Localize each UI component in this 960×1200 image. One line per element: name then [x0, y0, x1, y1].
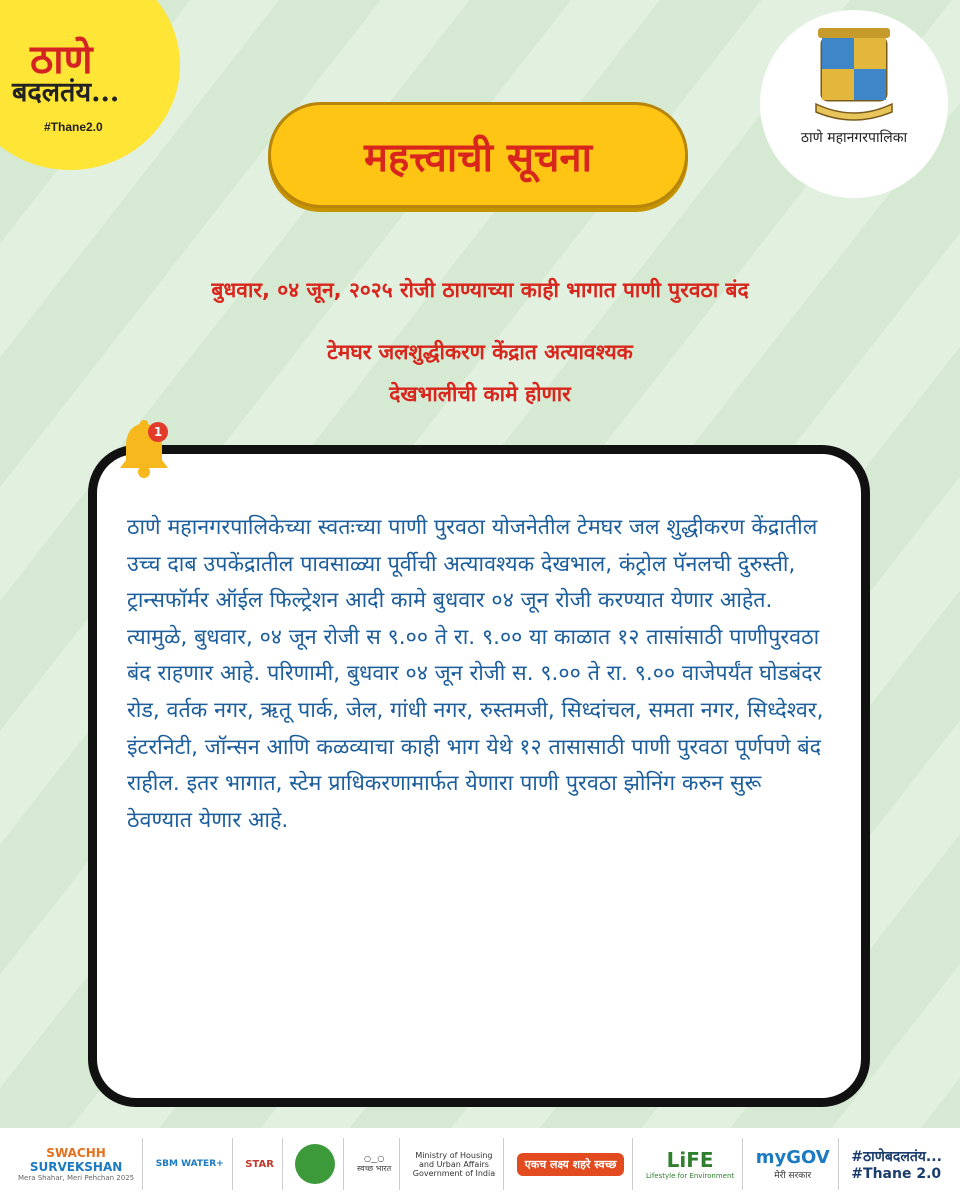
glasses-icon: ○‿○: [363, 1154, 385, 1163]
ekach-label: एकच लक्ष्य शहरे स्वच्छ: [517, 1153, 625, 1176]
star-logo: [237, 1138, 283, 1190]
moh-line3: Government of India: [412, 1168, 496, 1178]
logo-left-line1: ठाणे: [30, 36, 93, 83]
sbm-water-logo: [148, 1138, 233, 1190]
notification-badge: 1: [153, 425, 163, 439]
sbm-label: SBM WATER+: [155, 1159, 224, 1169]
ministry-logo: [405, 1138, 504, 1190]
footer-logos: [0, 1128, 960, 1200]
moh-line2: and Urban Affairs: [419, 1159, 489, 1169]
mygov-logo: [748, 1138, 839, 1190]
tmc-caption: ठाणे महानगरपालिका: [800, 130, 908, 146]
tmc-emblem-icon: [812, 24, 896, 124]
swachh-sub: Mera Shahar, Meri Pehchan 2025: [18, 1174, 135, 1182]
page-title: महत्त्वाची सूचना: [364, 134, 592, 181]
bharat-label: स्वच्छ भारत: [357, 1164, 392, 1173]
bell-icon: [112, 418, 176, 482]
logo-left-hashtag: #Thane2.0: [44, 120, 103, 134]
tmc-logo: [760, 10, 948, 198]
mygov-sub: मेरी सरकार: [774, 1171, 812, 1181]
moh-line1: Ministry of Housing: [415, 1150, 493, 1160]
swachh-survekshan-logo: [10, 1138, 143, 1190]
notice-card: [88, 445, 870, 1107]
circle-logo: [287, 1138, 344, 1190]
swachh-line1: SWACHH: [46, 1146, 106, 1160]
life-title: LiFE: [666, 1148, 714, 1172]
life-sub: Lifestyle for Environment: [645, 1172, 735, 1180]
mygov-title: myGOV: [755, 1147, 830, 1168]
star-label: STAR: [245, 1158, 274, 1170]
hashtag-line2: #Thane 2.0: [851, 1165, 942, 1182]
green-emblem-icon: [295, 1144, 335, 1184]
swachh-line2: SURVEKSHAN: [29, 1160, 123, 1174]
headline-line2: टेमघर जलशुद्धीकरण केंद्रात अत्यावश्यक: [327, 340, 633, 364]
ekach-lakshya-logo: [509, 1138, 634, 1190]
life-logo: [638, 1138, 743, 1190]
logo-left-line2: बदलतंय...: [12, 77, 120, 108]
headline-line1: बुधवार, ०४ जून, २०२५ रोजी ठाण्याच्या काही भागात पाणी पुरवठा बंद: [211, 278, 749, 302]
hashtag-line1: #ठाणेबदलतंय...: [851, 1148, 942, 1165]
swachh-bharat-logo: [349, 1138, 400, 1190]
notice-body-text: ठाणे महानगरपालिकेच्या स्वतःच्या पाणी पुरवठा योजनेतील टेमघर जल शुद्धीकरण केंद्रातील उच्च दाब उपकेंद्रातील पावसाळ्या पूर्वीची अत्यावश्यक देखभाल, कंट्रोल पॅनलची दुरुस्ती, ट्रान्सफॉर्मर ऑईल फिल्ट्रेशन आदी कामे बुधवार ०४ जून रोजी करण्यात येणार आहेत. त्यामुळे, बुधवार, ०४ जून रोजी स ९.०० ते रा. ९.०० या काळात १२ तासांसाठी पाणीपुरवठा बंद राहणार आहे. परिणामी, बुधवार ०४ जून रोजी स. ९.०० ते रा. ९.०० वाजेपर्यंत घोडबंदर रोड, वर्तक नगर, ऋतू पार्क, जेल, गांधी नगर, रुस्तमजी, सिध्दांचल, समता नगर, सिध्देश्वर, इंटरनिटी, जॉन्सन आणि कळव्याचा काही भाग येथे १२ तासासाठी पाणी पुरवठा पूर्णपणे बंद राहील. इतर भागात, स्टेम प्राधिकरणामार्फत येणारा पाणी पुरवठा झोनिंग करुन सुरू ठेवण्यात येणार आहे.: [127, 515, 824, 833]
headline-line3: देखभालीची कामे होणार: [389, 382, 571, 406]
hashtag-block: [843, 1138, 950, 1190]
title-banner: [268, 102, 688, 208]
